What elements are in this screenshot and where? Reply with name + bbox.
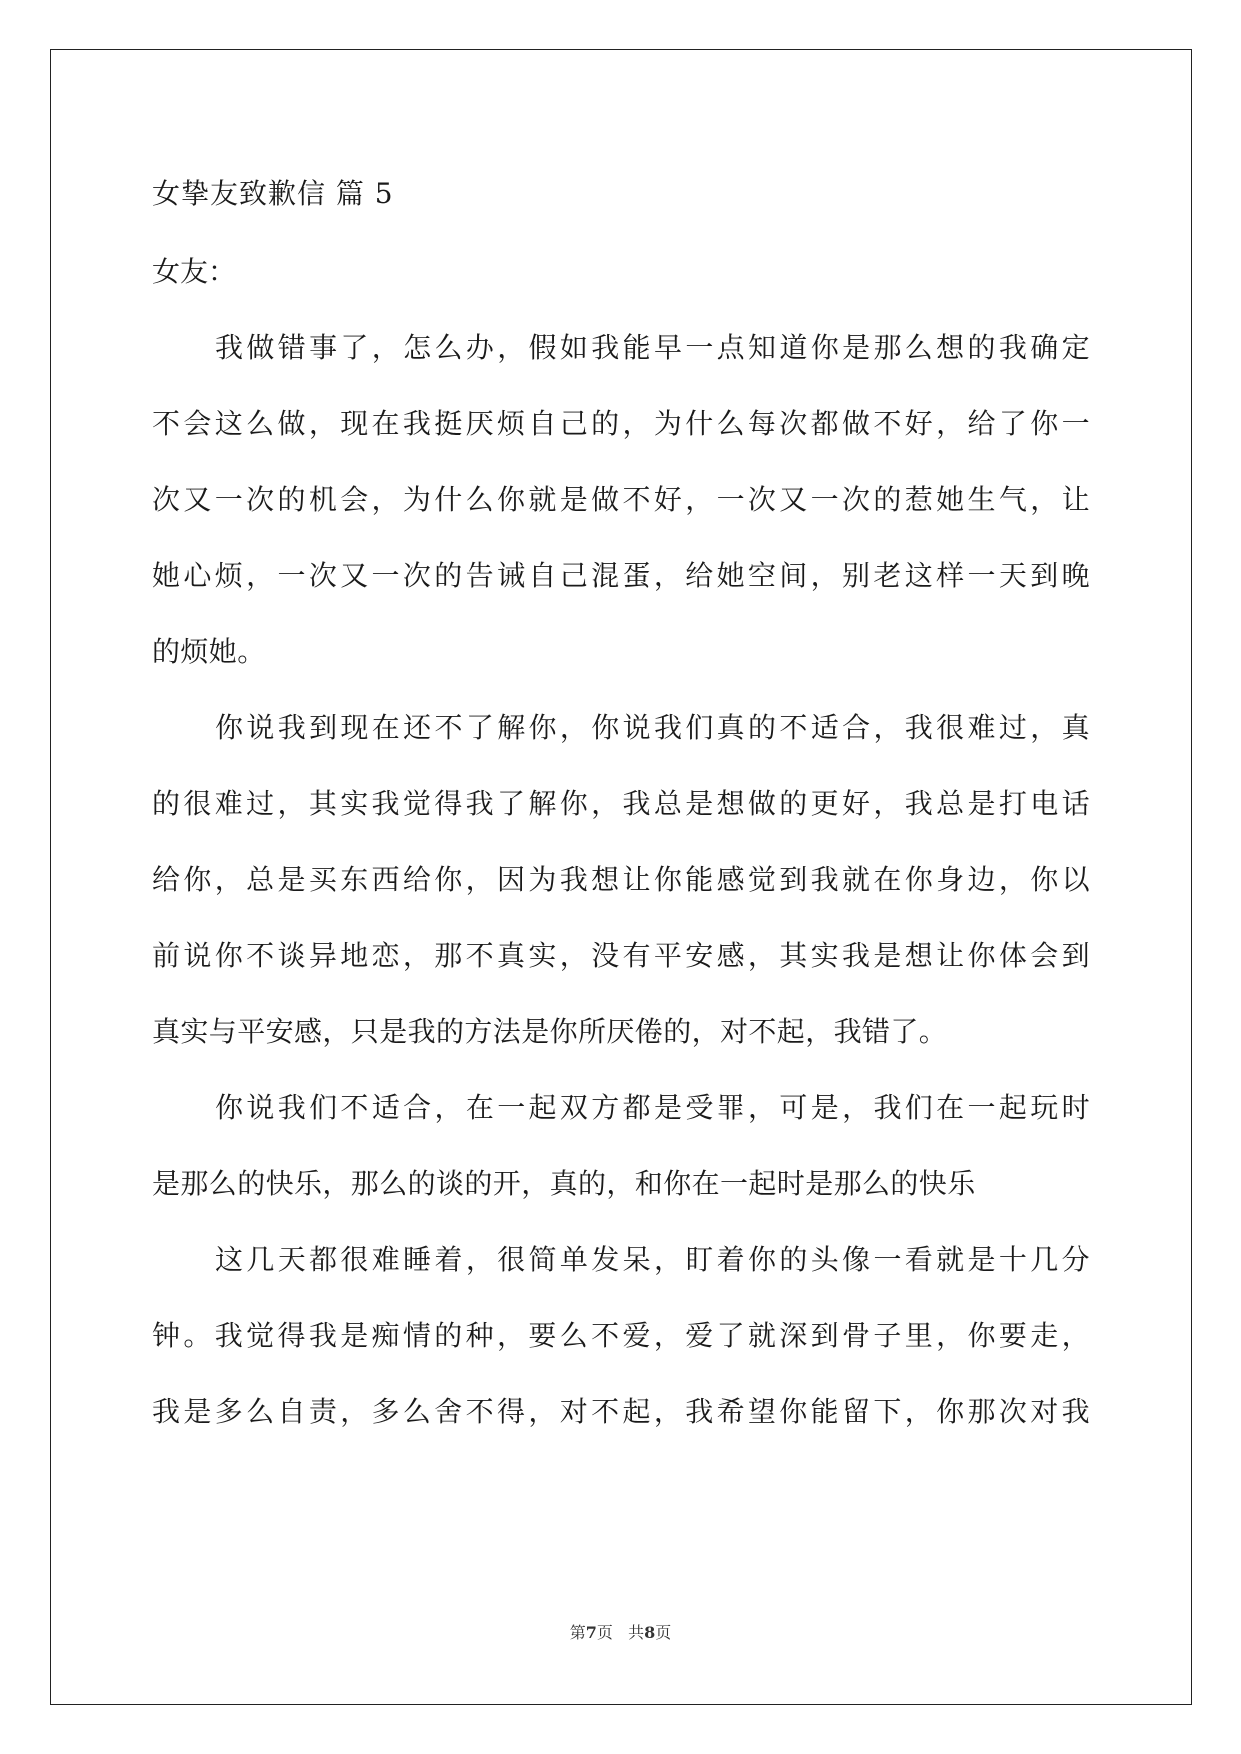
text-line: 次又一次的机会，为什么你就是做不好，一次又一次的惹她生气，让 <box>152 483 1090 516</box>
text-line: 的很难过，其实我觉得我了解你，我总是想做的更好，我总是打电话 <box>152 787 1090 820</box>
paragraph-4 <box>152 1236 1090 1436</box>
footer-page-word: 页 <box>596 1623 613 1642</box>
footer-total-suffix: 页 <box>655 1623 672 1642</box>
text-line: 我做错事了，怎么办，假如我能早一点知道你是那么想的我确定 <box>215 331 1090 364</box>
text-line: 钟。我觉得我是痴情的种，要么不爱，爱了就深到骨子里，你要走， <box>152 1319 1090 1352</box>
text-line: 给你，总是买东西给你，因为我想让你能感觉到我就在你身边，你以 <box>152 863 1090 896</box>
paragraph-2 <box>152 704 1090 1056</box>
paragraph-3 <box>152 1084 1090 1208</box>
text-line: 真实与平安感，只是我的方法是你所厌倦的，对不起，我错了。 <box>152 1015 948 1048</box>
paragraph-1 <box>152 324 1090 676</box>
document-body <box>152 170 1090 1464</box>
text-line: 是那么的快乐，那么的谈的开，真的，和你在一起时是那么的快乐 <box>152 1167 976 1200</box>
text-line: 这几天都很难睡着，很简单发呆，盯着你的头像一看就是十几分 <box>215 1243 1090 1276</box>
salutation: 女友： <box>152 255 237 288</box>
text-line: 不会这么做，现在我挺厌烦自己的，为什么每次都做不好，给了你一 <box>152 407 1090 440</box>
footer-total-prefix: 共 <box>628 1623 645 1642</box>
text-line: 你说我们不适合，在一起双方都是受罪，可是，我们在一起玩时 <box>215 1091 1090 1124</box>
text-line: 你说我到现在还不了解你，你说我们真的不适合，我很难过，真 <box>215 711 1090 744</box>
page-footer <box>0 1620 1241 1643</box>
current-page-number: 7 <box>585 1623 597 1642</box>
text-line: 我是多么自责，多么舍不得，对不起，我希望你能留下，你那次对我 <box>152 1395 1090 1428</box>
total-pages-number: 8 <box>644 1623 656 1642</box>
text-line: 前说你不谈异地恋，那不真实，没有平安感，其实我是想让你体会到 <box>152 939 1090 972</box>
document-title: 女挚友致歉信 篇 5 <box>152 177 394 210</box>
footer-prefix: 第 <box>569 1623 586 1642</box>
text-line: 的烦她。 <box>152 635 266 668</box>
text-line: 她心烦，一次又一次的告诫自己混蛋，给她空间，别老这样一天到晚 <box>152 559 1090 592</box>
